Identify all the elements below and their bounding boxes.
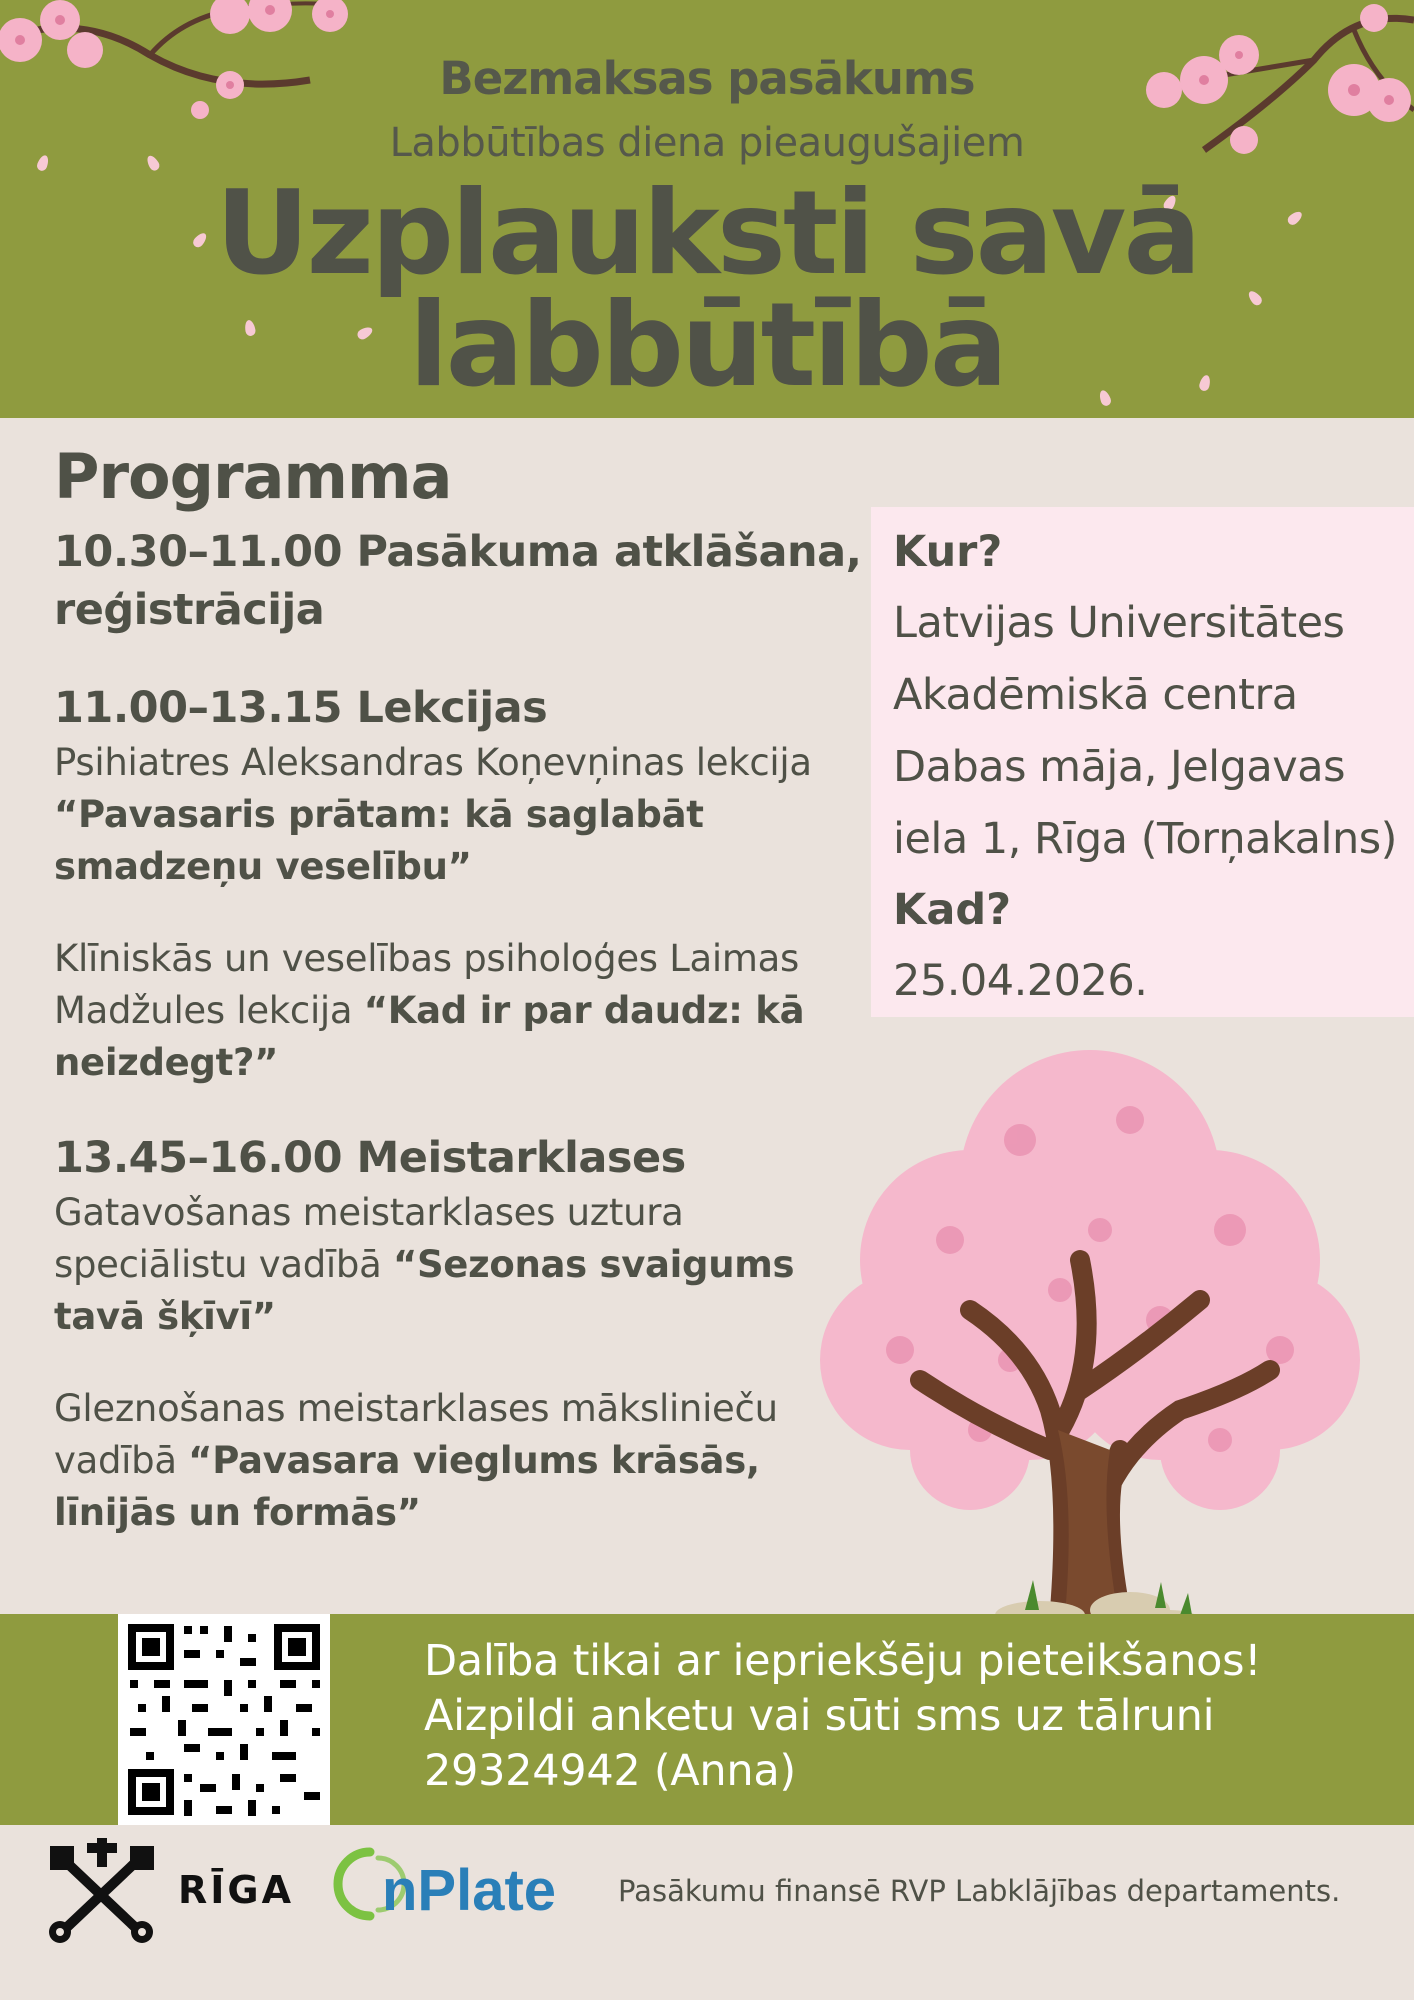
workshop-1-lead: Gatavošanas meistarklases uztura speciālistu vadībā: [54, 1191, 684, 1286]
event-subtitle: Labbūtības diena pieaugušajiem: [389, 120, 1025, 166]
lecture-2-title: “Kad ir par daudz: kā neizdegt?”: [54, 989, 805, 1084]
riga-logo-text: RĪGA: [178, 1868, 294, 1912]
workshop-2-title: “Pavasara vieglums krāsās, līnijās un formās”: [54, 1439, 760, 1534]
registration-line1: Dalība tikai ar iepriekšēju pieteikšanos!: [424, 1636, 1262, 1686]
registration-text: [424, 1634, 1384, 1799]
slot-time-workshops: 13.45–16.00 Meistarklases: [54, 1133, 686, 1183]
lecture-2-description: [54, 933, 834, 1089]
qr-code[interactable]: [118, 1614, 330, 1825]
when-value: 25.04.2026.: [893, 956, 1148, 1006]
riga-keys-logo-icon: [46, 1838, 158, 1944]
lecture-1-description: [54, 737, 884, 893]
where-line3: Dabas māja, Jelgavas: [893, 742, 1345, 792]
program-slot-lectures: [54, 679, 874, 1089]
slot-time-lectures: 11.00–13.15 Lekcijas: [54, 683, 548, 733]
footer: [0, 1825, 1414, 2000]
when-label: Kad?: [893, 885, 1012, 935]
cherry-tree-illustration: [800, 1030, 1380, 1630]
onplate-wordmark: nPlate: [382, 1858, 557, 1923]
where-line1: Latvijas Universitātes: [893, 598, 1345, 648]
program-slot-opening: [54, 523, 874, 639]
event-kicker: Bezmaksas pasākums: [439, 52, 975, 105]
registration-line3: 29324942 (Anna): [424, 1746, 796, 1796]
event-title-line1: Uzplauksti savā: [215, 166, 1199, 301]
slot-time-opening-line1: 10.30–11.00 Pasākuma atklāšana,: [54, 527, 862, 577]
lecture-2-lead: Klīniskās un veselības psiholoģes Laimas Madžules lekcija: [54, 937, 799, 1032]
where-line2: Akadēmiskā centra: [893, 670, 1298, 720]
onplate-logo: [330, 1840, 560, 1934]
program-section: [54, 440, 874, 1539]
onplate-logo-icon: [330, 1840, 560, 1930]
lecture-1-lead: Psihiatres Aleksandras Koņevņinas lekcija: [54, 741, 812, 784]
program-slot-workshops: [54, 1129, 874, 1539]
qr-code-icon: [118, 1614, 330, 1825]
event-title-line2: labbūtībā: [408, 278, 1006, 413]
funding-note: Pasākumu finansē RVP Labklājības departaments.: [618, 1874, 1341, 1908]
workshop-1-description: [54, 1187, 834, 1343]
workshop-2-lead: Gleznošanas meistarklases mākslinieču vadībā: [54, 1387, 778, 1482]
lecture-1-title: “Pavasaris prātam: kā saglabāt smadzeņu veselību”: [54, 793, 704, 888]
where-label: Kur?: [893, 527, 1003, 577]
registration-line2: Aizpildi anketu vai sūti sms uz tālruni: [424, 1691, 1215, 1741]
program-heading: Programma: [54, 440, 452, 513]
location-date-box: [871, 507, 1414, 1017]
where-line4: iela 1, Rīga (Torņakalns): [893, 814, 1397, 864]
slot-time-opening-line2: reģistrācija: [54, 585, 325, 635]
workshop-2-description: [54, 1383, 844, 1539]
header-banner: [0, 0, 1414, 418]
event-title: [0, 166, 1414, 413]
workshop-1-title: “Sezonas svaigums tavā šķīvī”: [54, 1243, 795, 1338]
